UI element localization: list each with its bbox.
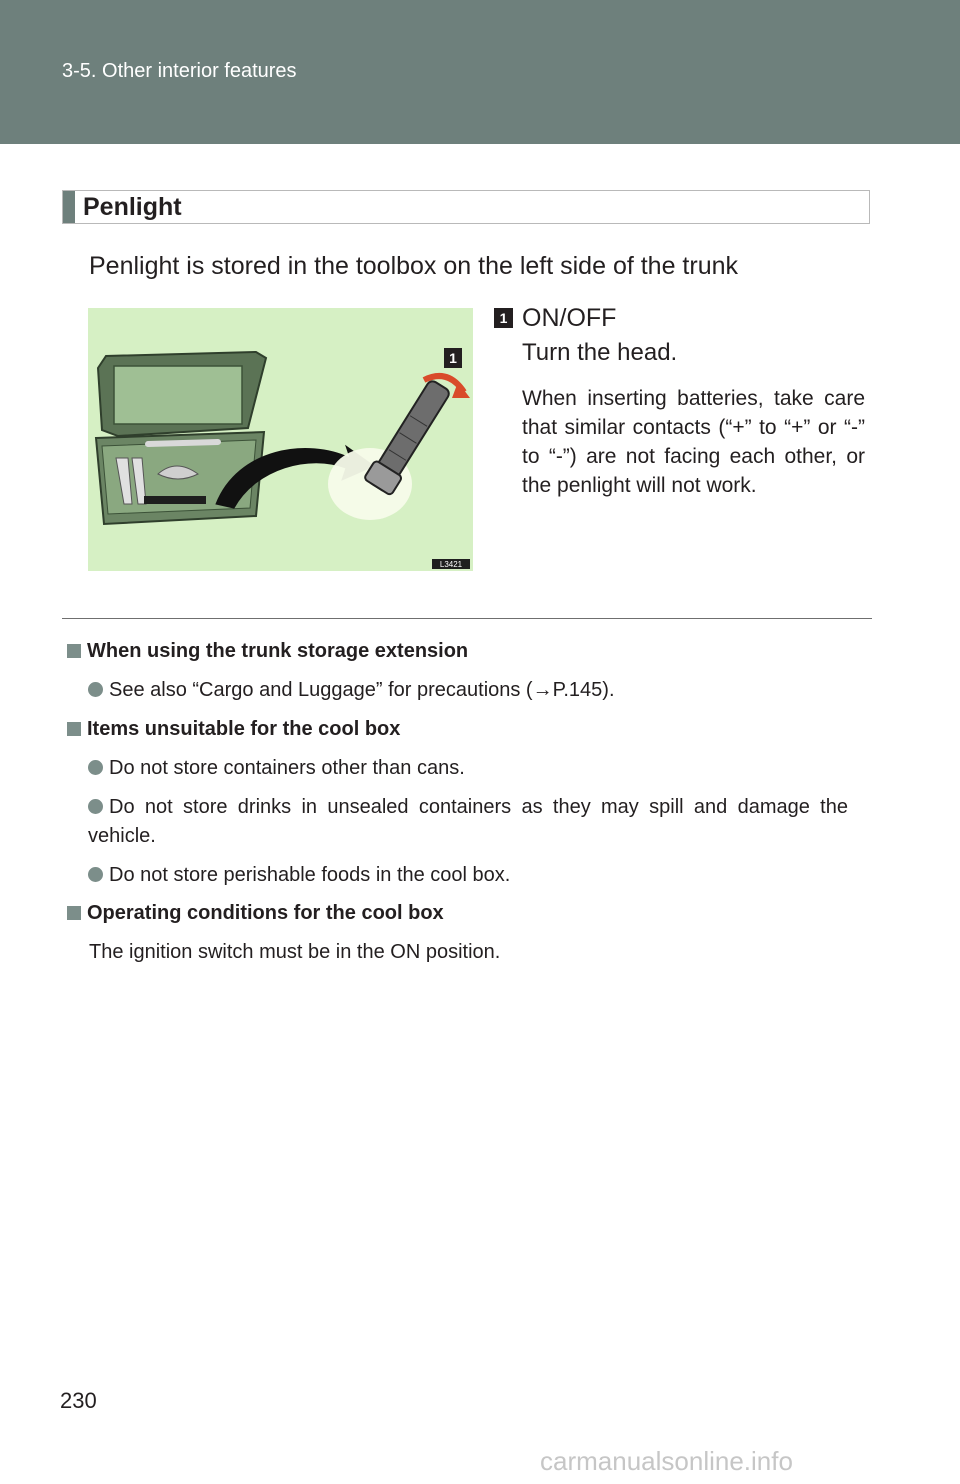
round-bullet-icon [88,760,103,775]
section-heading-bar [62,190,870,224]
figure-code: L3421 [439,560,463,569]
round-bullet-icon [88,799,103,814]
note-text-operating: The ignition switch must be in the ON position. [89,941,501,963]
note-item-unsuitable-2: Do not store drinks in unsealed containers as they may spill and damage the vehicle. [88,796,848,847]
intro-text: Penlight is stored in the toolbox on the left side of the trunk [89,252,739,280]
section-divider [62,618,872,619]
page-number: 230 [60,1388,97,1413]
note-heading-unsuitable: Items unsuitable for the cool box [67,715,400,744]
callout-number-badge: 1 [494,308,513,328]
square-bullet-icon [67,906,81,920]
round-bullet-icon [88,682,103,697]
figure-callout-label: 1 [449,350,457,366]
section-title: Penlight [83,193,182,221]
note-heading-trunk: When using the trunk storage extension [67,637,468,666]
note-item-unsuitable-3: Do not store perishable foods in the cool box. [88,861,848,890]
square-bullet-icon [67,644,81,658]
watermark: carmanualsonline.info [540,1446,793,1476]
callout-instruction: Turn the head. [522,339,678,366]
callout-heading: ON/OFF [522,304,617,332]
note-item-unsuitable-1: Do not store containers other than cans. [88,754,848,783]
penlight-toolbox-illustration [88,308,473,571]
callout-note: When inserting batteries, take care that similar contacts (“+” to “+” or “-” to “-”) are not facing each other, or the penlight will not work. [522,387,865,497]
section-accent [63,191,75,223]
square-bullet-icon [67,722,81,736]
page-header [0,0,960,144]
note-item-trunk: See also “Cargo and Luggage” for precautions (→P.145). [88,676,848,705]
round-bullet-icon [88,867,103,882]
chapter-title: 3-5. Other interior features [62,60,297,82]
note-heading-operating: Operating conditions for the cool box [67,899,444,928]
